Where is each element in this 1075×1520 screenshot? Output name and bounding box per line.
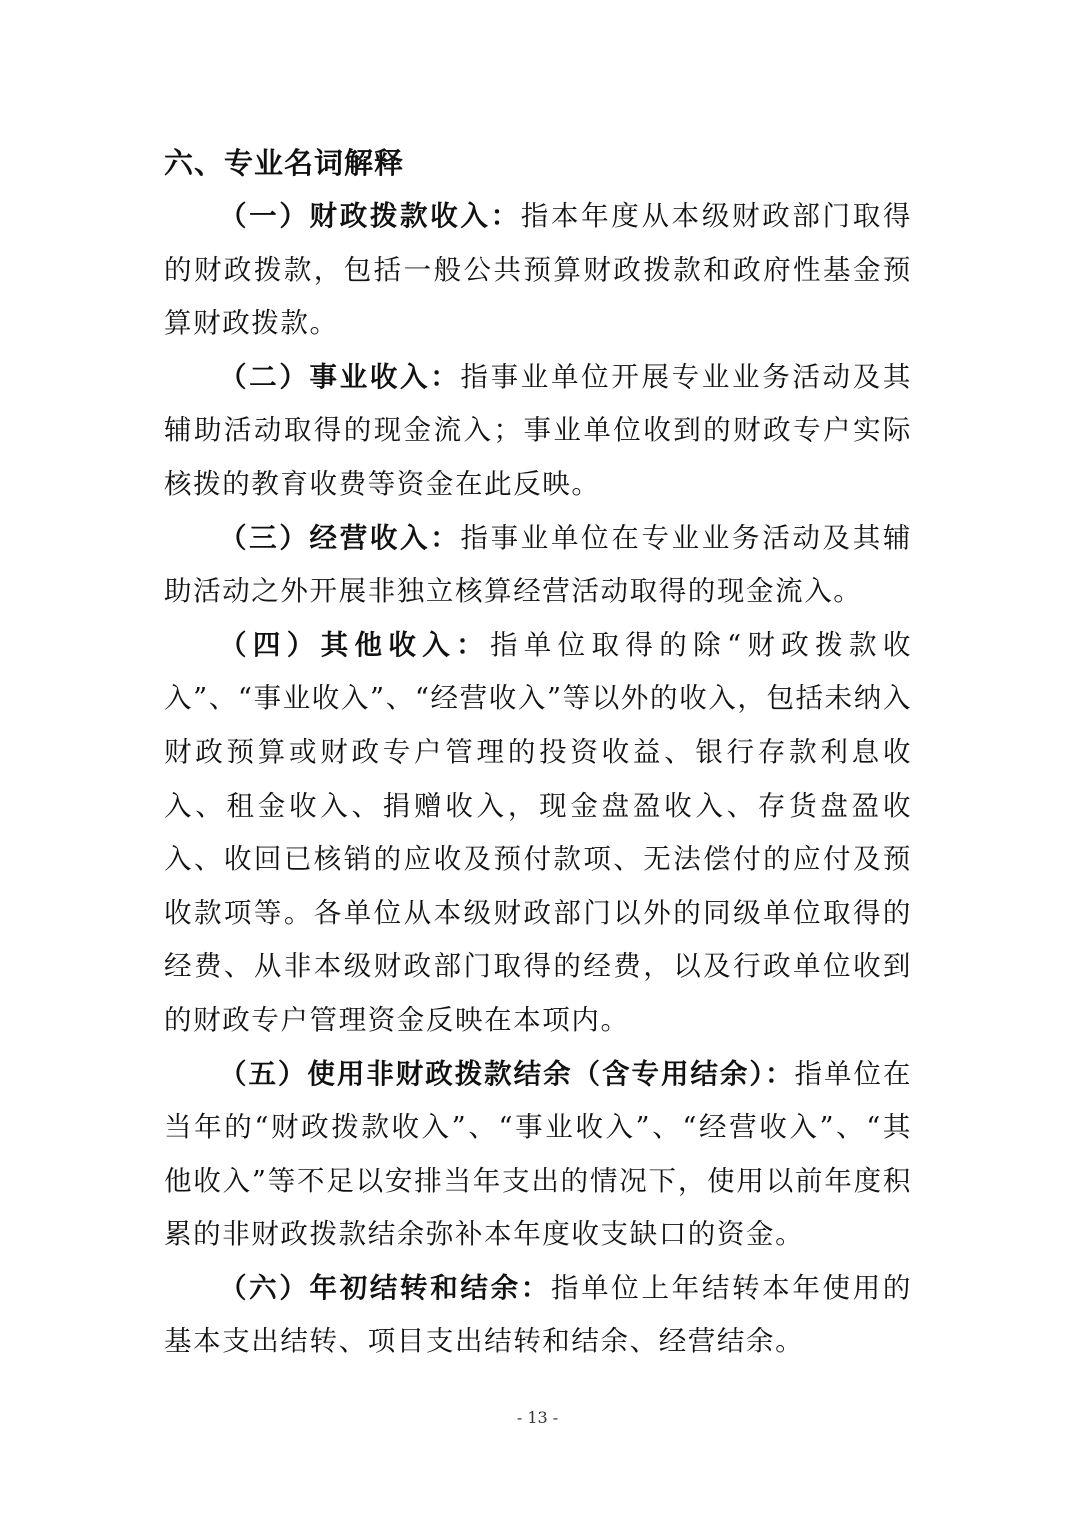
section-heading: 六、专业名词解释 (164, 146, 405, 180)
definition-term-6: （六）年初结转和结余： (219, 1271, 551, 1304)
definition-term-2: （二）事业收入： (219, 360, 461, 393)
definition-text-2: 指事业单位开展专业业务活动及其辅助活动取得的现金流入；事业单位收到的财政专户实际核拨的教育收费等资金在此反映。 (164, 360, 912, 500)
definition-paragraph-5 (164, 1048, 912, 1262)
document-page (164, 136, 912, 1369)
page-number: - 13 - (516, 1408, 559, 1427)
definition-term-5: （五）使用非财政拨款结余（含专用结余）： (219, 1057, 795, 1090)
definition-term-4: （四）其他收入： (219, 628, 490, 661)
definition-text-6: 指单位上年结转本年使用的基本支出结转、项目支出结转和结余、经营结余。 (164, 1271, 912, 1358)
definition-term-3: （三）经营收入： (219, 521, 461, 554)
definition-paragraph-4 (164, 619, 912, 1048)
definition-text-5: 指单位在当年的“财政拨款收入”、“事业收入”、“经营收入”、“其他收入”等不足以安排当年支出的情况下，使用以前年度积累的非财政拨款结余弥补本年度收支缺口的资金。 (164, 1057, 913, 1251)
definition-term-1: （一）财政拨款收入： (219, 200, 521, 232)
definition-paragraph-3 (164, 512, 912, 619)
definition-paragraph-2 (164, 351, 912, 512)
definition-text-4: 指单位取得的除“财政拨款收入”、“事业收入”、“经营收入”等以外的收入，包括未纳入财政预算或财政专户管理的投资收益、银行存款利息收入、租金收入、捐赠收入，现金盘盈收入、存货盘盈收入、收回已核销的应收及预付款项、无法偿付的应付及预收款项等。各单位从本级财政部门以外的同级单位取得的经费、从非本级财政部门取得的经费，以及行政单位收到的财政专户管理资金反映在本项内。 (164, 628, 912, 1036)
definition-paragraph-1 (164, 190, 912, 351)
definition-text-3: 指事业单位在专业业务活动及其辅助活动之外开展非独立核算经营活动取得的现金流入。 (164, 521, 912, 608)
definition-text-1: 指本年度从本级财政部门取得的财政拨款，包括一般公共预算财政拨款和政府性基金预算财政拨款。 (164, 200, 913, 340)
definition-paragraph-6 (164, 1262, 912, 1369)
